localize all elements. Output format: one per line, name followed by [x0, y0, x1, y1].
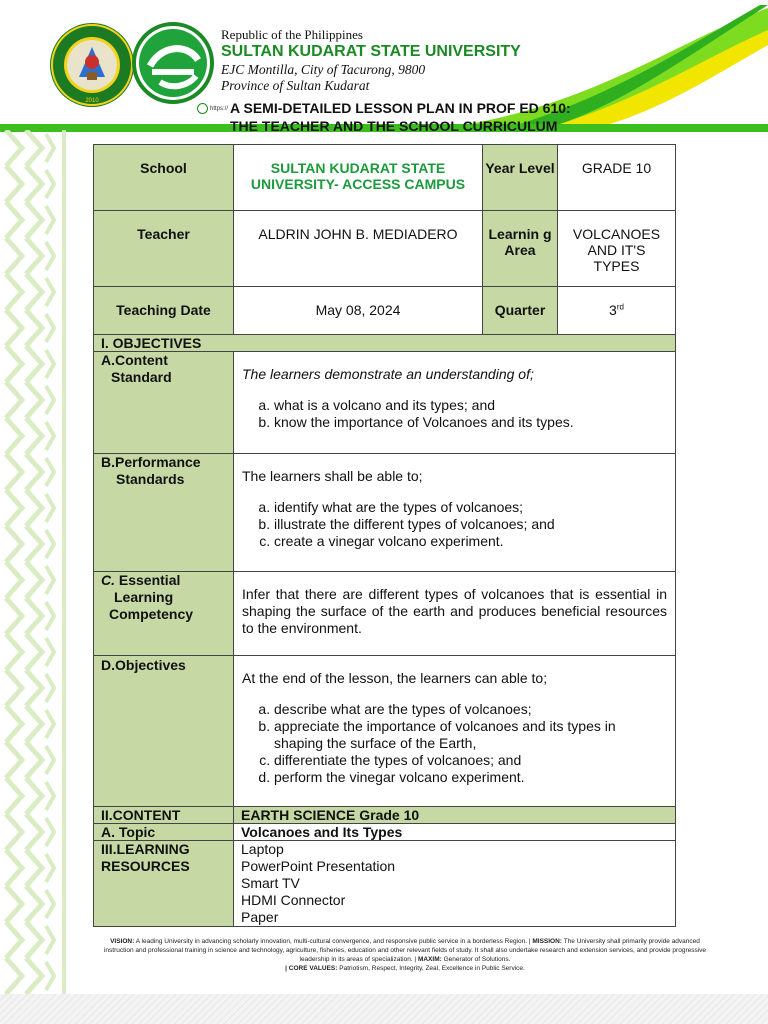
quarter-number: 3 — [609, 302, 617, 318]
website-link[interactable] — [197, 103, 228, 114]
content-standard-label-1: A.Content — [101, 352, 168, 368]
performance-standards-label — [94, 454, 234, 572]
footer — [95, 937, 715, 973]
list-item: PowerPoint Presentation — [241, 858, 396, 874]
resources-label — [94, 841, 234, 927]
resources-label-1: III.LEARNING — [101, 841, 190, 857]
list-item: Paper — [241, 909, 279, 925]
content-row — [94, 807, 676, 824]
teacher-value: ALDRIN JOHN B. MEDIADERO — [234, 211, 483, 287]
topic-label: A. Topic — [94, 824, 234, 841]
content-label: II.CONTENT — [94, 807, 234, 824]
date-row — [94, 287, 676, 335]
content-standard-label — [94, 352, 234, 454]
list-item: b. illustrate the different types of volcanoes; and — [274, 516, 667, 533]
list-item: c. differentiate the types of volcanoes; and — [274, 752, 667, 769]
list-item: b. know the importance of Volcanoes and its types. — [274, 414, 667, 431]
vision-text: A leading University in advancing scholarly innovation, multi-cultural convergence, and responsive public service in a borderless Region. | — [135, 938, 531, 945]
address-line-1: EJC Montilla, City of Tacurong, 9800 — [221, 62, 426, 77]
topic-value: Volcanoes and Its Types — [234, 824, 676, 841]
competency-label-2: Learning — [114, 589, 174, 605]
performance-standards-label-2: Standards — [116, 471, 185, 487]
content-standard-label-2: Standard — [111, 369, 172, 385]
content-standard-cell — [234, 352, 676, 454]
competency-word-1: Essential — [118, 572, 181, 588]
competency-label-1 — [101, 572, 233, 589]
title-line-2: THE TEACHER AND THE SCHOOL CURRICULUM — [230, 118, 558, 134]
quarter-label: Quarter — [483, 287, 558, 335]
performance-standards-cell — [234, 454, 676, 572]
maxim-text: Generator of Solutions. — [443, 956, 511, 963]
list-item: a. what is a volcano and its types; and — [274, 397, 667, 414]
content-value: EARTH SCIENCE Grade 10 — [234, 807, 676, 824]
school-value: SULTAN KUDARAT STATE UNIVERSITY- ACCESS CAMPUS — [234, 145, 483, 211]
list-item: HDMI Connector — [241, 892, 346, 908]
globe-icon — [197, 103, 208, 114]
document-title — [230, 99, 690, 135]
competency-label-3: Competency — [109, 606, 194, 622]
republic-line: Republic of the Philippines — [221, 27, 363, 42]
performance-standards-list — [242, 499, 667, 550]
content-standard-list — [242, 397, 667, 431]
year-level-label: Year Level — [483, 145, 558, 211]
school-label: School — [94, 145, 234, 211]
seal-year: 2010 — [85, 98, 99, 104]
objectives-heading-row — [94, 335, 676, 352]
d-objectives-row — [94, 656, 676, 807]
university-name: SULTAN KUDARAT STATE UNIVERSITY — [221, 43, 521, 60]
year-level-value: GRADE 10 — [558, 145, 676, 211]
competency-row — [94, 572, 676, 656]
teaching-date-value: May 08, 2024 — [234, 287, 483, 335]
mission-label: MISSION: — [532, 938, 562, 945]
list-item: Smart TV — [241, 875, 300, 891]
decorative-border — [0, 130, 70, 994]
teaching-date-label: Teaching Date — [94, 287, 234, 335]
list-item: c. create a vinegar volcano experiment. — [274, 533, 667, 550]
d-objectives-intro: At the end of the lesson, the learners can able to; — [242, 670, 548, 686]
teacher-label: Teacher — [94, 211, 234, 287]
core-values-text: Patriotism, Respect, Integrity, Zeal, Excellence in Public Service. — [339, 965, 525, 972]
list-item: Laptop — [241, 841, 284, 857]
d-objectives-cell — [234, 656, 676, 807]
performance-standards-label-1: B.Performance — [101, 454, 201, 470]
objectives-heading: I. OBJECTIVES — [94, 335, 676, 352]
resources-list — [234, 841, 676, 927]
performance-standards-intro: The learners shall be able to; — [242, 468, 423, 484]
competency-label — [94, 572, 234, 656]
content-standard-row — [94, 352, 676, 454]
list-item: a. describe what are the types of volcanoes; — [274, 701, 667, 718]
address-line-2: Province of Sultan Kudarat — [221, 78, 370, 93]
performance-standards-row — [94, 454, 676, 572]
mission-text: The University shall primarily provide advanced instruction and professional training in science and technology, agriculture, fisheries, education and other relevant fields of study. It shall also undertake research and extension services, and provide progressive leadership in its areas of specialization. | — [103, 938, 707, 963]
maxim-label: MAXIM: — [417, 956, 442, 963]
competency-letter: C. — [101, 572, 115, 588]
list-item: d. perform the vinegar volcano experiment. — [274, 769, 667, 786]
campus-logo-icon — [132, 22, 214, 104]
bottom-band — [0, 994, 768, 1024]
learning-area-label: Learnin g Area — [483, 211, 558, 287]
website-url[interactable]: https:// — [210, 106, 229, 113]
vision-label: VISION: — [110, 938, 135, 945]
university-seal-icon — [49, 22, 135, 108]
header-text — [221, 27, 521, 94]
school-row — [94, 145, 676, 211]
d-objectives-label: D.Objectives — [94, 656, 234, 807]
competency-text: Infer that there are different types of volcanoes that is essential in shaping the surface of the earth and produces beneficial resources to the environment. — [234, 572, 676, 656]
d-objectives-list — [242, 701, 667, 786]
topic-row — [94, 824, 676, 841]
teacher-row — [94, 211, 676, 287]
resources-label-2: RESOURCES — [101, 858, 190, 874]
list-item: b. appreciate the importance of volcanoes and its types in shaping the surface of the Earth, — [274, 718, 667, 752]
list-item: a. identify what are the types of volcanoes; — [274, 499, 667, 516]
quarter-value — [558, 287, 676, 335]
content-standard-intro: The learners demonstrate an understanding of; — [242, 366, 534, 382]
title-line-1: A SEMI-DETAILED LESSON PLAN IN PROF ED 610: — [230, 100, 571, 116]
core-values-label: | CORE VALUES: — [285, 965, 338, 972]
learning-area-value: VOLCANOES AND IT'S TYPES — [558, 211, 676, 287]
quarter-suffix: rd — [616, 302, 624, 312]
resources-row — [94, 841, 676, 927]
lesson-plan-table — [93, 144, 676, 927]
